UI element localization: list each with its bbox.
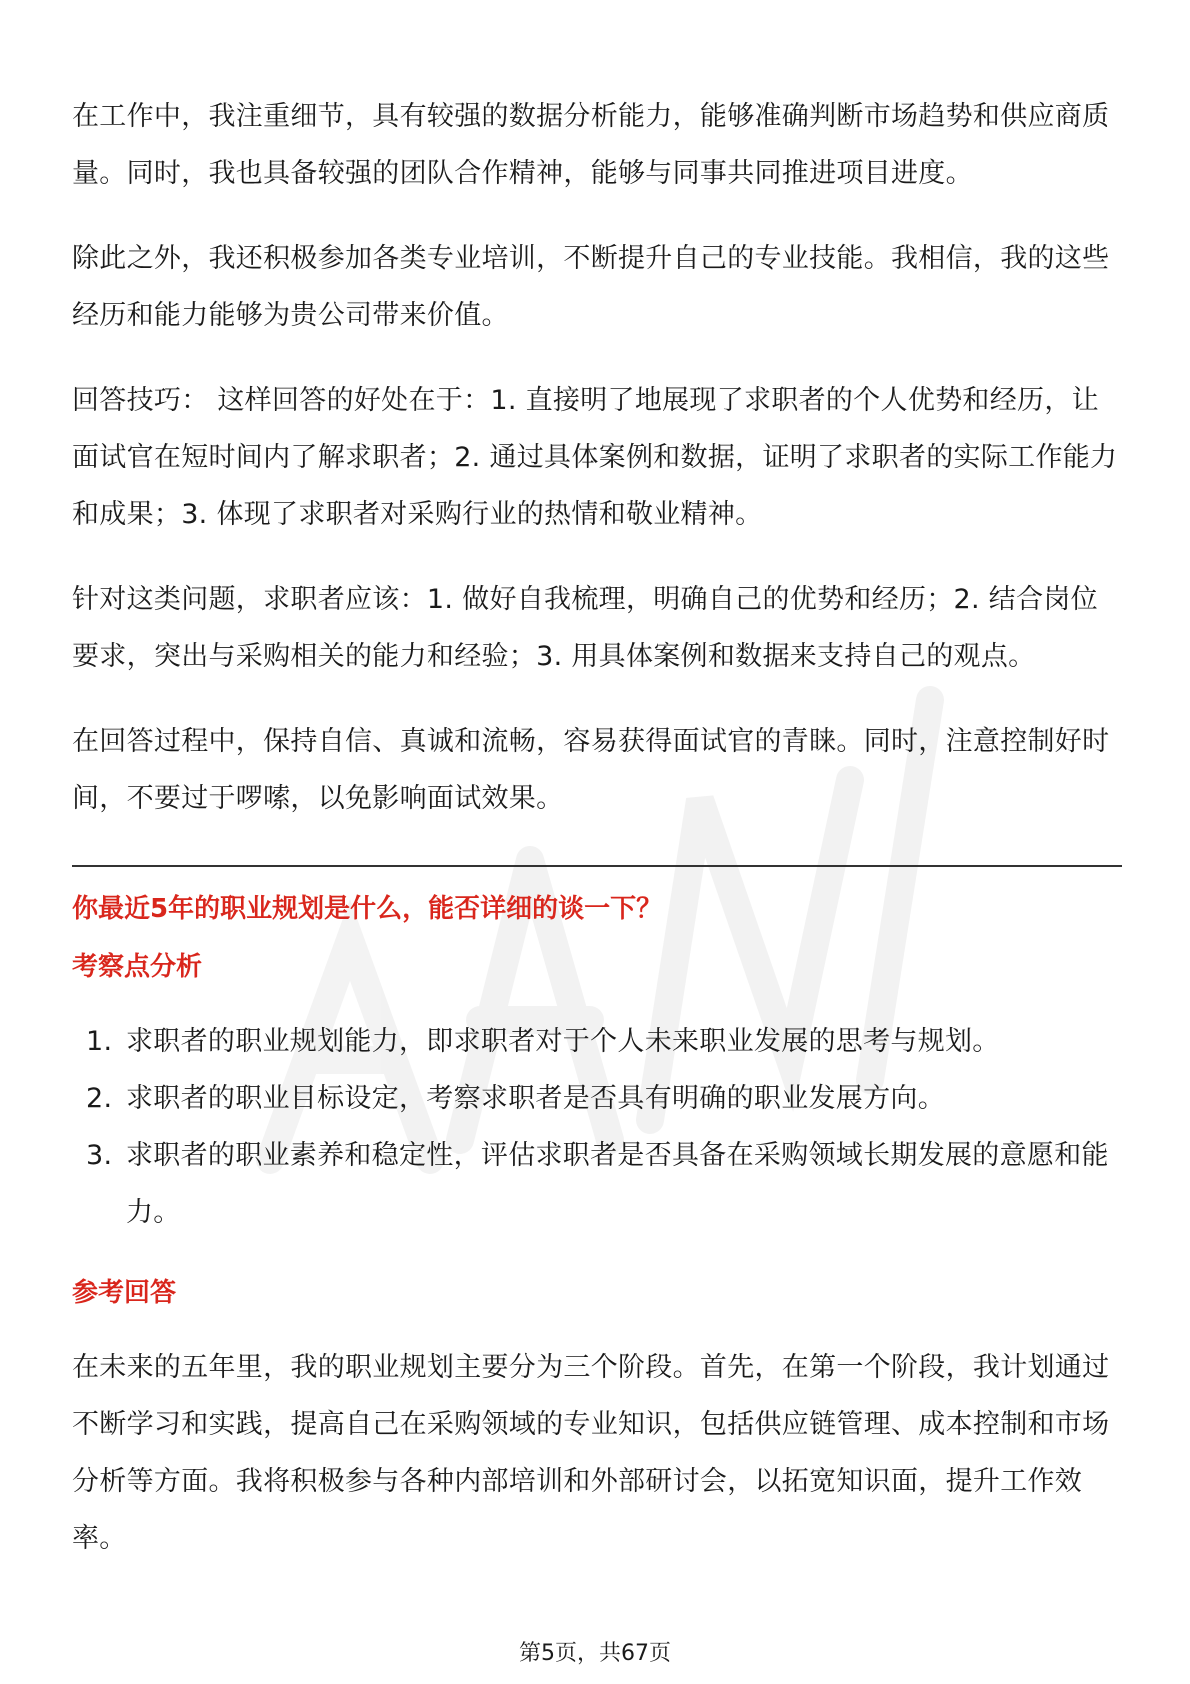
paragraph-answer-tips: 回答技巧： 这样回答的好处在于：1. 直接明了地展现了求职者的个人优势和经历，让面试官在短时间内了解求职者；2. 通过具体案例和数据，证明了求职者的实际工作能力和成果；3. 体现了求职者对采购行业的热情和敬业精神。 [72,385,1118,530]
answer-paragraph: 在未来的五年里，我的职业规划主要分为三个阶段。首先，在第一个阶段，我计划通过不断学习和实践，提高自己在采购领域的专业知识，包括供应链管理、成本控制和市场分析等方面。我将积极参与各种内部培训和外部研讨会，以拓宽知识面，提升工作效率。 [72,1352,1110,1554]
answer-heading: 参考回答 [72,1278,177,1308]
page-number: 第5页，共67页 [519,1641,671,1666]
analysis-heading: 考察点分析 [72,952,203,982]
paragraph-work-detail: 在工作中，我注重细节，具有较强的数据分析能力，能够准确判断市场趋势和供应商质量。同时，我也具备较强的团队合作精神，能够与同事共同推进项目进度。 [72,101,1110,189]
question-title: 你最近5年的职业规划是什么，能否详细的谈一下？ [72,894,663,924]
list-item [72,1127,1122,1241]
list-item [72,1013,1122,1070]
list-item-text: 求职者的职业目标设定，考察求职者是否具有明确的职业发展方向。 [126,1083,945,1114]
list-item-text: 求职者的职业规划能力，即求职者对于个人未来职业发展的思考与规划。 [126,1026,1000,1057]
analysis-list [72,1013,1122,1241]
list-item-number: 2. [86,1083,113,1114]
list-item-number: 3. [86,1140,113,1171]
paragraph-how-to-answer: 针对这类问题，求职者应该：1. 做好自我梳理，明确自己的优势和经历；2. 结合岗位要求，突出与采购相关的能力和经验；3. 用具体案例和数据来支持自己的观点。 [72,584,1098,672]
paragraph-training: 除此之外，我还积极参加各类专业培训，不断提升自己的专业技能。我相信，我的这些经历和能力能够为贵公司带来价值。 [72,243,1110,331]
document-page [72,88,1122,1595]
list-item [72,1070,1122,1127]
list-item-number: 1. [86,1026,113,1057]
section-divider [72,865,1122,867]
paragraph-answer-attitude: 在回答过程中，保持自信、真诚和流畅，容易获得面试官的青睐。同时，注意控制好时间，不要过于啰嗦，以免影响面试效果。 [72,726,1110,814]
list-item-text: 求职者的职业素养和稳定性，评估求职者是否具备在采购领域长期发展的意愿和能力。 [126,1140,1109,1228]
